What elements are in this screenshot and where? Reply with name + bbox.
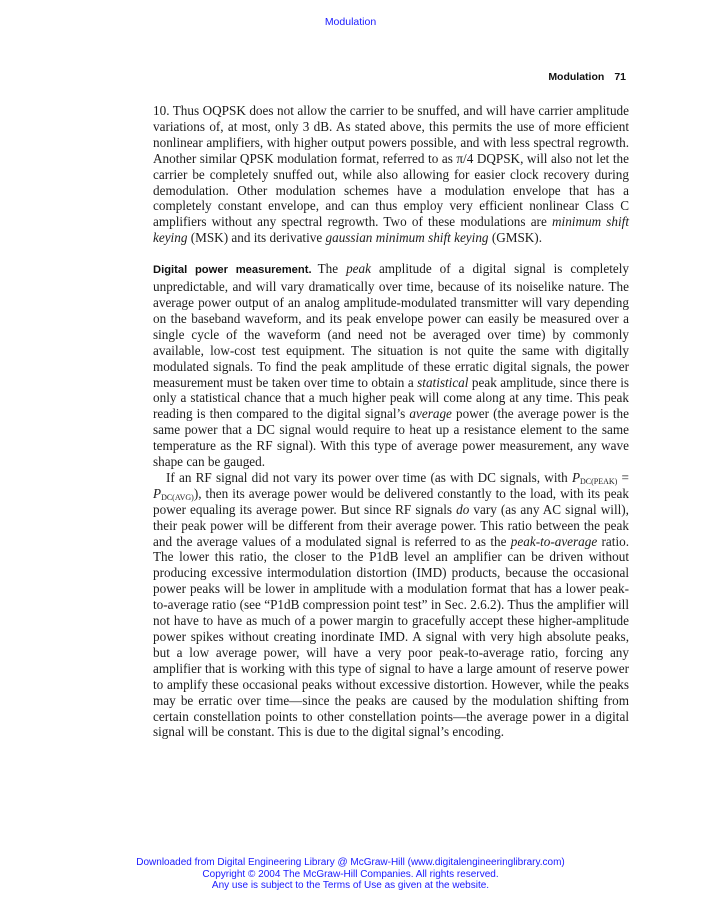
running-head [548,71,626,83]
footer-copyright-line: Copyright © 2004 The McGraw-Hill Companies. All rights reserved. [202,868,499,880]
italic-term-peak: peak [346,261,371,277]
paragraph-digital-power [153,261,629,470]
text-run: 10. Thus OQPSK does not allow the carrier to be snuffed, and will have carrier amplitude variations of, at most, only 3 dB. As stated above, this permits the use of more efficient nonlinear amplifiers, with higher output powers possible, and with less spectral regrowth. Another similar QPSK modulation format, referred to as π/4 DQPSK, will also not let the carrier be completely snuffed out, while also allowing for easier clock recovery during demodulation. Other modulation schemes have a modulation envelope that has a completely constant envelope, and can thus employ very efficient nonlinear Class C amplifiers without any spectral regrowth. Two of these modulations are [153,103,629,230]
text-run: ), then its average power would be delivered constantly to the load, with its peak power equaling its average power. But since RF signals [153,485,629,517]
text-run: power (the average power is the same power that a DC signal would require to heat up a resistance element to the same temperature as the RF signal). With this type of average power measurement, any wave shape can be gauged. [153,406,629,470]
italic-term-statistical: statistical [417,374,469,390]
equals-sign: = [617,469,629,485]
italic-term-do: do [456,501,470,517]
text-run: If an RF signal did not vary its power over time (as with DC signals, with [166,469,572,485]
text-run: (MSK) and its derivative [187,230,326,246]
body-text [153,103,629,740]
italic-term-peak-to-average: peak-to-average [510,533,598,549]
text-run: peak amplitude, since there is only a statistical chance that a much higher peak will come along at any time. This peak reading is then compared to the digital signal’s [153,374,629,422]
footer-terms-line[interactable]: Any use is subject to the Terms of Use as given at the website. [211,880,490,891]
subscript-dc-avg: DC(AVG) [161,492,194,502]
text-run: (GMSK). [488,230,542,246]
top-chapter-link[interactable]: Modulation [324,16,377,28]
running-head-title: Modulation [548,71,605,83]
text-run: vary (as any AC signal will), their peak power will be different from their average power. This ratio between the peak and the average values of a modulated signal is referred to as the [153,501,629,549]
paragraph-peak-to-average [153,470,629,740]
italic-term-msk: minimum shift keying [153,214,629,246]
paragraph-oqpsk [153,103,629,246]
footer-copyright [0,857,701,892]
symbol-p: P [571,469,581,485]
symbol-p: P [153,485,162,501]
italic-term-gmsk: gaussian minimum shift keying [325,230,489,246]
section-run-in-heading: Digital power measurement. [153,264,312,277]
italic-term-average: average [409,406,452,422]
subscript-dc-peak: DC(PEAK) [580,476,618,486]
text-run: ratio. The lower this ratio, the closer to the P1dB level an amplifier can be driven without producing excessive intermodulation distortion (IMD) products, because the occasional power peaks will be lower in amplitude with a modulation format that has a lower peak-to-average ratio (see “P1dB compression point test” in Sec. 2.6.2). Thus the amplifier will not have to have as much of a power margin to gracefully accept these higher-amplitude power spikes without creating inordinate IMD. A signal with very high absolute peaks, but a low average power, will have a very poor peak-to-average ratio, forcing any amplifier that is working with this type of signal to have a large amount of reserve power to amplify these occasional peaks without excessive distortion. However, while the peaks may be erratic over time—since the peaks are caused by the modulation shifting from certain constellation points to other constellation points—the average power in a digital signal will be constant. This is due to the digital signal’s encoding. [153,533,629,740]
text-run: The [317,261,347,277]
footer-download-link[interactable]: Downloaded from Digital Engineering Library @ McGraw-Hill (www.digitalengineeringlibrary.com) [136,857,565,868]
page-number: 71 [614,71,626,83]
text-run: amplitude of a digital signal is completely unpredictable, and will vary dramatically over time, because of its noiselike nature. The average power output of an analog amplitude-modulated transmitter will vary depending on the baseband waveform, and its peak envelope power can easily be measured over a single cycle of the waveform (and need not be averaged over time) by commonly available, low-cost test equipment. The situation is not quite the same with digitally modulated signals. To find the peak amplitude of these erratic digital signals, the power measurement must be taken over time to obtain a [153,261,629,390]
